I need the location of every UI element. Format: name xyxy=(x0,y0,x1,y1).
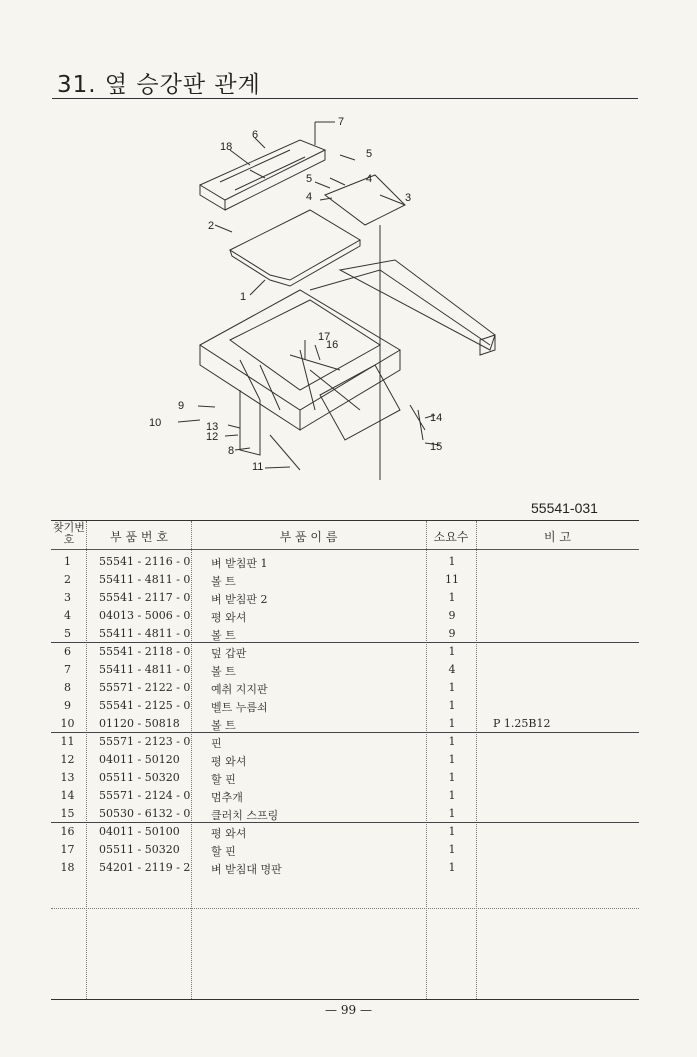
find-no-cell: 1 xyxy=(64,555,71,568)
part-no-cell: 55411 - 4811 - 0 xyxy=(99,573,191,586)
qty-cell: 1 xyxy=(448,699,456,712)
table-row xyxy=(51,661,639,679)
qty-cell: 1 xyxy=(448,591,456,604)
header-part-no: 부 품 번 호 xyxy=(110,530,168,544)
part-name-cell: 볼 트 xyxy=(211,629,236,642)
part-no-cell: 50530 - 6132 - 0 xyxy=(99,807,191,820)
part-name-cell: 덮 갑판 xyxy=(211,647,247,660)
callout-10: 10 xyxy=(149,417,162,429)
find-no-cell: 10 xyxy=(60,717,75,730)
find-no-cell: 12 xyxy=(60,753,75,766)
exploded-parts-diagram xyxy=(140,110,520,480)
part-name-cell: 벨트 누름쇠 xyxy=(211,701,268,714)
part-name-cell: 예취 지지판 xyxy=(211,683,268,696)
qty-cell: 1 xyxy=(448,645,456,658)
table-row xyxy=(51,625,639,643)
table-row xyxy=(51,553,639,571)
diagram-svg xyxy=(140,110,520,480)
header-part-name: 부 품 이 름 xyxy=(279,530,338,544)
table-header xyxy=(51,521,639,550)
qty-cell: 1 xyxy=(448,735,456,748)
callout-7: 7 xyxy=(338,116,345,128)
qty-cell: 1 xyxy=(448,555,456,568)
table-row xyxy=(51,679,639,697)
find-no-cell: 6 xyxy=(64,645,71,658)
qty-cell: 1 xyxy=(448,861,456,874)
qty-cell: 1 xyxy=(448,825,456,838)
callout-4a: 4 xyxy=(366,173,373,185)
table-row xyxy=(51,715,639,733)
table-row xyxy=(51,697,639,715)
callout-8: 8 xyxy=(228,445,235,457)
part-name-cell: 벼 받침대 명판 xyxy=(211,863,282,876)
qty-cell: 1 xyxy=(448,843,456,856)
part-no-cell: 55571 - 2122 - 0 xyxy=(99,681,191,694)
part-no-cell: 55571 - 2123 - 0 xyxy=(99,735,191,748)
find-no-cell: 11 xyxy=(60,735,75,748)
part-name-cell: 할 핀 xyxy=(211,845,236,858)
qty-cell: 1 xyxy=(448,717,456,730)
part-no-cell: 01120 - 50818 xyxy=(99,717,180,730)
find-no-cell: 3 xyxy=(64,591,71,604)
title-rule xyxy=(52,98,638,99)
header-remarks: 비 고 xyxy=(544,530,571,544)
callout-1: 1 xyxy=(240,291,247,303)
find-no-cell: 16 xyxy=(60,825,75,838)
find-no-cell: 13 xyxy=(60,771,75,784)
callout-5b: 5 xyxy=(306,173,313,185)
callout-17: 17 xyxy=(318,331,331,343)
qty-cell: 1 xyxy=(448,807,456,820)
part-no-cell: 55541 - 2116 - 0 xyxy=(99,555,191,568)
part-name-cell: 평 와셔 xyxy=(211,611,247,624)
callout-6: 6 xyxy=(252,129,259,141)
part-no-cell: 55411 - 4811 - 0 xyxy=(99,627,191,640)
part-name-cell: 할 핀 xyxy=(211,773,236,786)
qty-cell: 1 xyxy=(448,789,456,802)
table-row xyxy=(51,571,639,589)
part-name-cell: 클러치 스프링 xyxy=(211,809,279,822)
part-name-cell: 멈추개 xyxy=(211,791,243,804)
callout-5a: 5 xyxy=(366,148,373,160)
qty-cell: 4 xyxy=(448,663,456,676)
callout-11: 11 xyxy=(252,461,264,473)
qty-cell: 1 xyxy=(448,753,456,766)
callout-9: 9 xyxy=(178,400,185,412)
part-no-cell: 54201 - 2119 - 2 xyxy=(99,861,191,874)
find-no-cell: 15 xyxy=(60,807,75,820)
table-row xyxy=(51,823,639,841)
find-no-cell: 8 xyxy=(64,681,71,694)
table-row xyxy=(51,769,639,787)
part-name-cell: 벼 받침판 1 xyxy=(211,557,268,570)
part-name-cell: 볼 트 xyxy=(211,719,236,732)
find-no-cell: 5 xyxy=(64,627,71,640)
part-name-cell: 벼 받침판 2 xyxy=(211,593,268,606)
part-no-cell: 55541 - 2125 - 0 xyxy=(99,699,191,712)
header-qty: 소요수 xyxy=(433,530,469,544)
find-no-cell: 9 xyxy=(64,699,71,712)
part-no-cell: 04011 - 50120 xyxy=(99,753,180,766)
qty-cell: 11 xyxy=(445,573,459,586)
part-no-cell: 55541 - 2117 - 0 xyxy=(99,591,191,604)
callout-14: 14 xyxy=(430,412,443,424)
part-name-cell: 평 와셔 xyxy=(211,755,247,768)
callout-16: 16 xyxy=(326,339,339,351)
part-no-cell: 05511 - 50320 xyxy=(99,843,180,856)
table-row xyxy=(51,805,639,823)
part-no-cell: 55411 - 4811 - 0 xyxy=(99,663,191,676)
diagram-code: 55541-031 xyxy=(531,500,598,516)
callout-2: 2 xyxy=(208,220,215,232)
parts-table xyxy=(51,520,639,1000)
table-row xyxy=(51,589,639,607)
part-no-cell: 04013 - 5006 - 0 xyxy=(99,609,191,622)
callout-15: 15 xyxy=(430,441,443,453)
part-name-cell: 볼 트 xyxy=(211,575,236,588)
part-name-cell: 핀 xyxy=(211,737,222,750)
page-number: — 99 — xyxy=(325,1003,372,1017)
find-no-cell: 7 xyxy=(64,663,71,676)
table-row xyxy=(51,751,639,769)
callout-3: 3 xyxy=(405,192,412,204)
callout-18: 18 xyxy=(220,141,233,153)
find-no-cell: 14 xyxy=(60,789,75,802)
callout-12: 12 xyxy=(206,431,219,443)
header-find-no: 찾기번호 xyxy=(53,521,85,546)
part-name-cell: 볼 트 xyxy=(211,665,236,678)
part-name-cell: 평 와셔 xyxy=(211,827,247,840)
qty-cell: 1 xyxy=(448,771,456,784)
remarks-cell: P 1.25B12 xyxy=(493,717,551,730)
find-no-cell: 2 xyxy=(64,573,71,586)
qty-cell: 1 xyxy=(448,681,456,694)
qty-cell: 9 xyxy=(448,627,456,640)
find-no-cell: 18 xyxy=(60,861,75,874)
find-no-cell: 17 xyxy=(60,843,75,856)
part-no-cell: 55571 - 2124 - 0 xyxy=(99,789,191,802)
part-no-cell: 05511 - 50320 xyxy=(99,771,180,784)
group-rule xyxy=(51,908,639,909)
page-title: 31. 옆 승강판 관계 xyxy=(57,72,261,98)
part-no-cell: 04011 - 50100 xyxy=(99,825,180,838)
table-row xyxy=(51,733,639,751)
part-no-cell: 55541 - 2118 - 0 xyxy=(99,645,191,658)
callout-13: 13 xyxy=(206,421,219,433)
table-row xyxy=(51,607,639,625)
callout-4b: 4 xyxy=(306,191,313,203)
table-row xyxy=(51,841,639,859)
table-row xyxy=(51,787,639,805)
table-row xyxy=(51,643,639,661)
table-row xyxy=(51,859,639,877)
find-no-cell: 4 xyxy=(64,609,71,622)
qty-cell: 9 xyxy=(448,609,456,622)
